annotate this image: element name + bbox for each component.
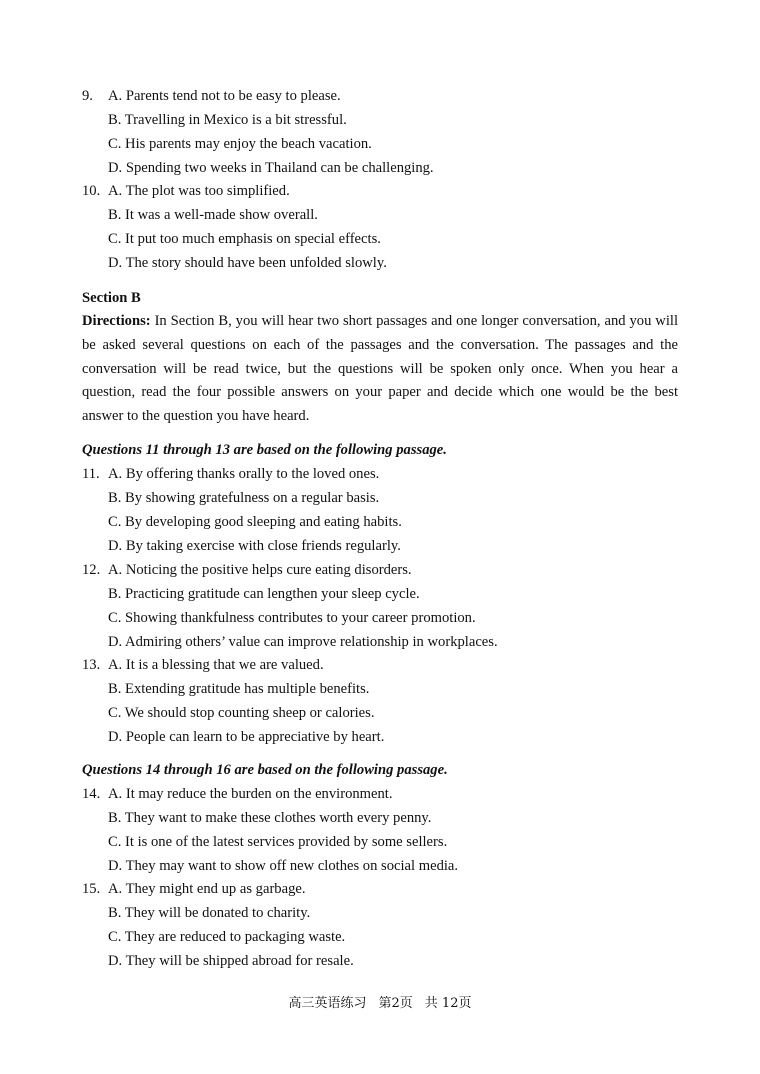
footer-title: 高三英语练习 bbox=[288, 996, 367, 1011]
option-d: D. Spending two weeks in Thailand can be challenging. bbox=[108, 160, 434, 176]
option-a: A. By offering thanks orally to the loved ones. bbox=[108, 466, 380, 482]
directions bbox=[82, 310, 678, 429]
page-footer bbox=[0, 992, 760, 1011]
option-b: B. It was a well-made show overall. bbox=[108, 207, 318, 223]
option-a: A. It may reduce the burden on the environment. bbox=[108, 786, 393, 802]
option-b: B. They want to make these clothes worth every penny. bbox=[108, 810, 432, 826]
option-c: C. His parents may enjoy the beach vacation. bbox=[108, 136, 372, 152]
question-11 bbox=[82, 462, 682, 558]
option-a: A. Noticing the positive helps cure eating disorders. bbox=[108, 562, 412, 578]
option-a: A. It is a blessing that we are valued. bbox=[108, 657, 324, 673]
question-15 bbox=[82, 877, 682, 973]
option-c: C. Showing thankfulness contributes to your career promotion. bbox=[108, 610, 476, 626]
group-heading-11-13: Questions 11 through 13 are based on the following passage. bbox=[82, 442, 447, 458]
option-d: D. The story should have been unfolded slowly. bbox=[108, 255, 387, 271]
question-number: 10. bbox=[82, 183, 101, 199]
option-c: C. We should stop counting sheep or calories. bbox=[108, 705, 375, 721]
question-10 bbox=[82, 179, 682, 275]
option-c: C. By developing good sleeping and eating habits. bbox=[108, 514, 402, 530]
question-number: 9. bbox=[82, 88, 93, 104]
option-d: D. They will be shipped abroad for resale. bbox=[108, 953, 354, 969]
option-a: A. Parents tend not to be easy to please. bbox=[108, 88, 341, 104]
group-heading-14-16: Questions 14 through 16 are based on the following passage. bbox=[82, 762, 448, 778]
question-number: 14. bbox=[82, 786, 101, 802]
footer-total: 共 12页 bbox=[424, 996, 472, 1011]
option-b: B. By showing gratefulness on a regular basis. bbox=[108, 490, 380, 506]
option-d: D. By taking exercise with close friends regularly. bbox=[108, 538, 401, 554]
option-b: B. They will be donated to charity. bbox=[108, 905, 311, 921]
question-number: 13. bbox=[82, 657, 101, 673]
directions-label: Directions: bbox=[82, 313, 151, 329]
footer-page: 第2页 bbox=[378, 996, 413, 1011]
question-9 bbox=[82, 84, 682, 180]
question-number: 12. bbox=[82, 562, 101, 578]
option-a: A. They might end up as garbage. bbox=[108, 881, 306, 897]
section-title: Section B bbox=[82, 290, 141, 306]
question-12 bbox=[82, 558, 682, 654]
option-b: B. Extending gratitude has multiple benefits. bbox=[108, 681, 370, 697]
option-d: D. They may want to show off new clothes on social media. bbox=[108, 858, 459, 874]
question-14 bbox=[82, 782, 682, 878]
option-c: C. It put too much emphasis on special effects. bbox=[108, 231, 381, 247]
option-b: B. Practicing gratitude can lengthen your sleep cycle. bbox=[108, 586, 420, 602]
option-b: B. Travelling in Mexico is a bit stressful. bbox=[108, 112, 347, 128]
question-number: 11. bbox=[82, 466, 100, 482]
option-c: C. They are reduced to packaging waste. bbox=[108, 929, 346, 945]
option-d: D. People can learn to be appreciative by heart. bbox=[108, 729, 385, 745]
option-c: C. It is one of the latest services provided by some sellers. bbox=[108, 834, 448, 850]
option-a: A. The plot was too simplified. bbox=[108, 183, 290, 199]
question-13 bbox=[82, 653, 682, 749]
directions-text: In Section B, you will hear two short passages and one longer conversation, and you will be asked several questions on each of the passages and the conversation. The passages and the conversation will be read twice, but the questions will be spoken only once. When you hear a question, read the four possible answers on your paper and decide which one would be the best answer to the question you have heard. bbox=[82, 313, 678, 425]
question-number: 15. bbox=[82, 881, 101, 897]
option-d: D. Admiring others’ value can improve relationship in workplaces. bbox=[108, 634, 498, 650]
